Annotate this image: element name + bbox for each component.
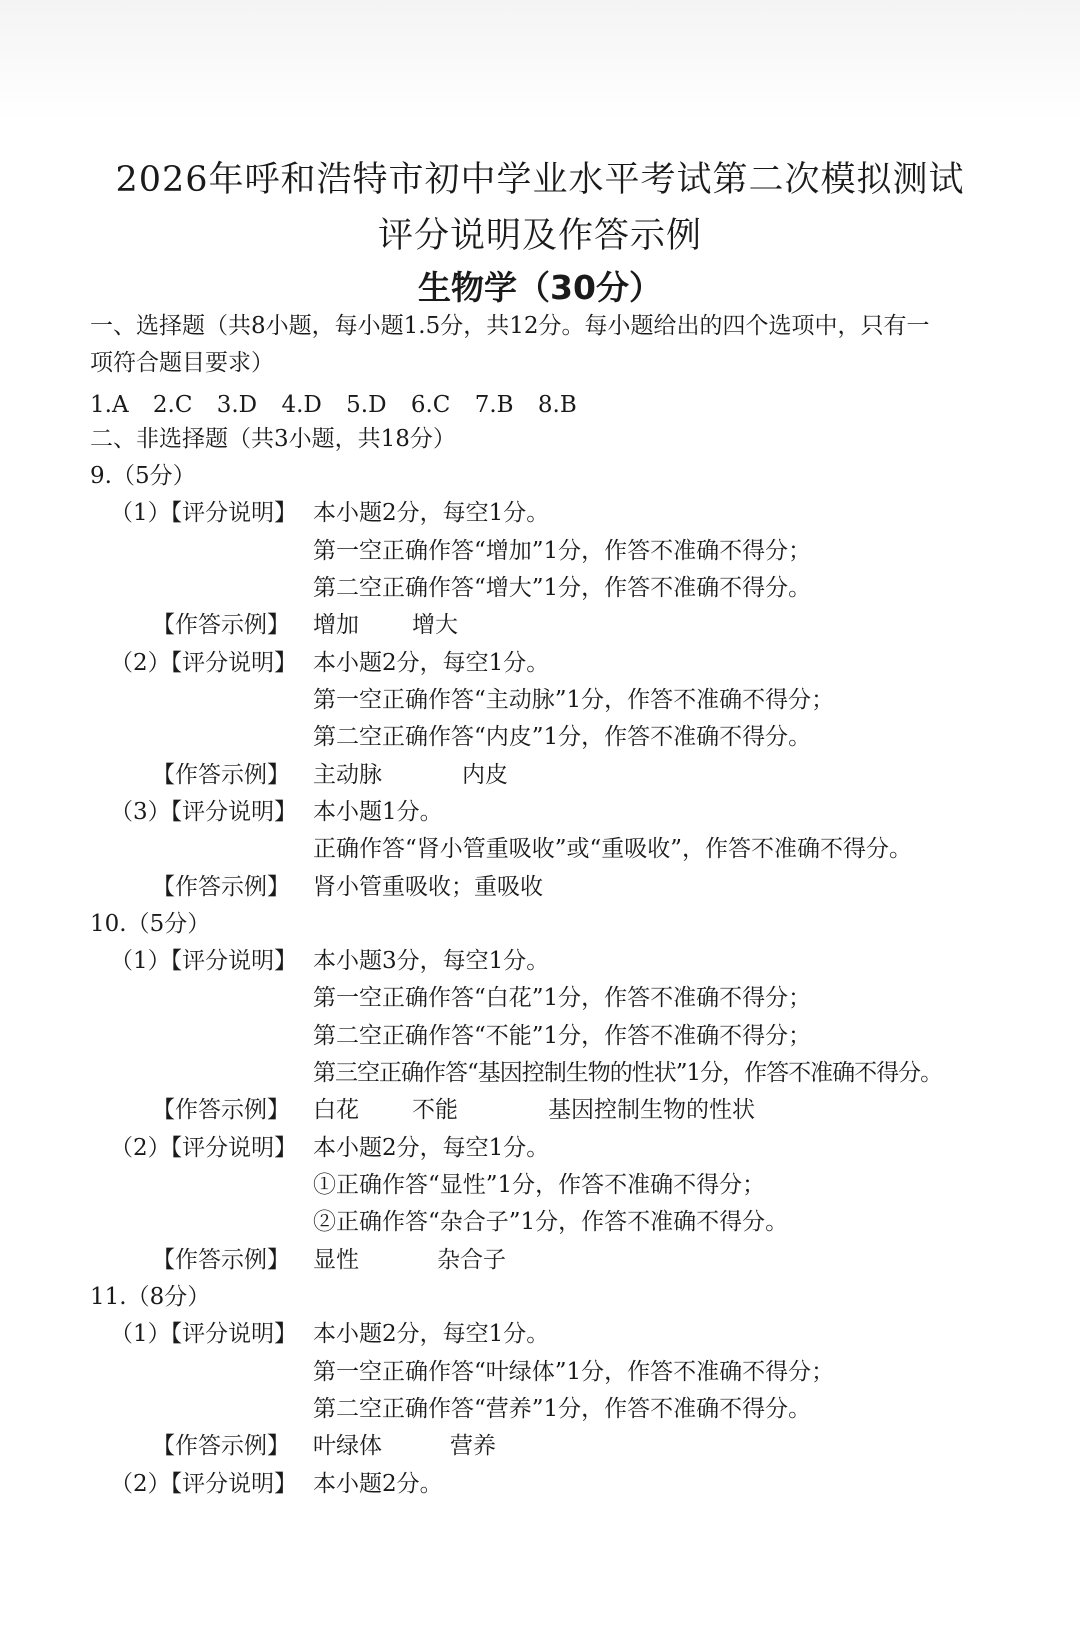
scoring-text: ①正确作答“显性”1分，作答不准确不得分； — [313, 1172, 766, 1198]
example-tag: 【作答示例】 — [152, 762, 290, 788]
example-tag: 【作答示例】 — [152, 612, 290, 638]
scoring-text: ②正确作答“杂合子”1分，作答不准确不得分。 — [313, 1209, 789, 1235]
example-tag: 【作答示例】 — [152, 1433, 290, 1459]
scoring-text: 本小题2分，每空1分。 — [313, 1135, 550, 1161]
scoring-text: 第二空正确作答“不能”1分，作答不准确不得分； — [313, 1023, 812, 1049]
section2-heading: 二、非选择题（共3小题，共18分） — [90, 426, 456, 452]
scoring-tag: （3）【评分说明】 — [110, 799, 298, 825]
document-subtitle: 评分说明及作答示例 — [377, 216, 702, 256]
scoring-text: 第一空正确作答“主动脉”1分，作答不准确不得分； — [313, 687, 835, 713]
scoring-text: 本小题2分，每空1分。 — [313, 650, 550, 676]
example-tag: 【作答示例】 — [152, 874, 290, 900]
scoring-text: 第三空正确作答“基因控制生物的性状”1分，作答不准确不得分。 — [313, 1060, 943, 1086]
answer-item: 1.A — [90, 392, 129, 418]
choice-answers — [90, 390, 594, 420]
scoring-text: 本小题1分。 — [313, 799, 443, 825]
example-answer: 营养 — [450, 1433, 496, 1459]
example-answer: 不能 — [412, 1097, 458, 1123]
question-label: 9.（5分） — [90, 463, 196, 489]
example-answer: 增加 — [313, 612, 359, 638]
document-title: 2026年呼和浩特市初中学业水平考试第二次模拟测试 — [115, 160, 965, 200]
example-answer: 显性 — [313, 1247, 359, 1273]
example-answer: 主动脉 — [313, 762, 382, 788]
scoring-text: 第二空正确作答“内皮”1分，作答不准确不得分。 — [313, 724, 812, 750]
section1-heading: 一、选择题（共8小题，每小题1.5分，共12分。每小题给出的四个选项中，只有一 — [90, 313, 930, 339]
scoring-text: 正确作答“肾小管重吸收”或“重吸收”，作答不准确不得分。 — [313, 836, 913, 862]
example-answer: 内皮 — [462, 762, 508, 788]
example-tag: 【作答示例】 — [152, 1097, 290, 1123]
answer-item: 7.B — [474, 392, 514, 418]
scoring-tag: （2）【评分说明】 — [110, 1471, 298, 1497]
scoring-text: 第一空正确作答“叶绿体”1分，作答不准确不得分； — [313, 1359, 835, 1385]
answer-item: 5.D — [346, 392, 387, 418]
scoring-text: 本小题2分，每空1分。 — [313, 1321, 550, 1347]
answer-item: 6.C — [410, 392, 451, 418]
scoring-text: 本小题2分。 — [313, 1471, 443, 1497]
example-answer: 白花 — [313, 1097, 359, 1123]
scoring-text: 第一空正确作答“增加”1分，作答不准确不得分； — [313, 538, 812, 564]
scoring-text: 本小题2分，每空1分。 — [313, 500, 550, 526]
question-label: 10.（5分） — [90, 911, 211, 937]
answer-item: 2.C — [152, 392, 193, 418]
example-answer: 增大 — [412, 612, 458, 638]
question-label: 11.（8分） — [90, 1284, 211, 1310]
scoring-tag: （1）【评分说明】 — [110, 948, 298, 974]
scoring-tag: （2）【评分说明】 — [110, 650, 298, 676]
scoring-tag: （1）【评分说明】 — [110, 1321, 298, 1347]
scoring-tag: （1）【评分说明】 — [110, 500, 298, 526]
answer-item: 4.D — [281, 392, 322, 418]
scoring-tag: （2）【评分说明】 — [110, 1135, 298, 1161]
example-answer: 基因控制生物的性状 — [548, 1097, 755, 1123]
subject-heading: 生物学（30分） — [418, 268, 662, 307]
example-answer: 杂合子 — [437, 1247, 506, 1273]
example-answer: 肾小管重吸收；重吸收 — [313, 874, 543, 900]
scoring-text: 第一空正确作答“白花”1分，作答不准确不得分； — [313, 985, 812, 1011]
answer-item: 3.D — [216, 392, 258, 418]
example-tag: 【作答示例】 — [152, 1247, 290, 1273]
section1-heading-cont: 项符合题目要求） — [90, 350, 274, 376]
scoring-text: 本小题3分，每空1分。 — [313, 948, 550, 974]
scoring-text: 第二空正确作答“营养”1分，作答不准确不得分。 — [313, 1396, 812, 1422]
answer-item: 8.B — [537, 392, 577, 418]
scoring-text: 第二空正确作答“增大”1分，作答不准确不得分。 — [313, 575, 812, 601]
example-answer: 叶绿体 — [313, 1433, 382, 1459]
